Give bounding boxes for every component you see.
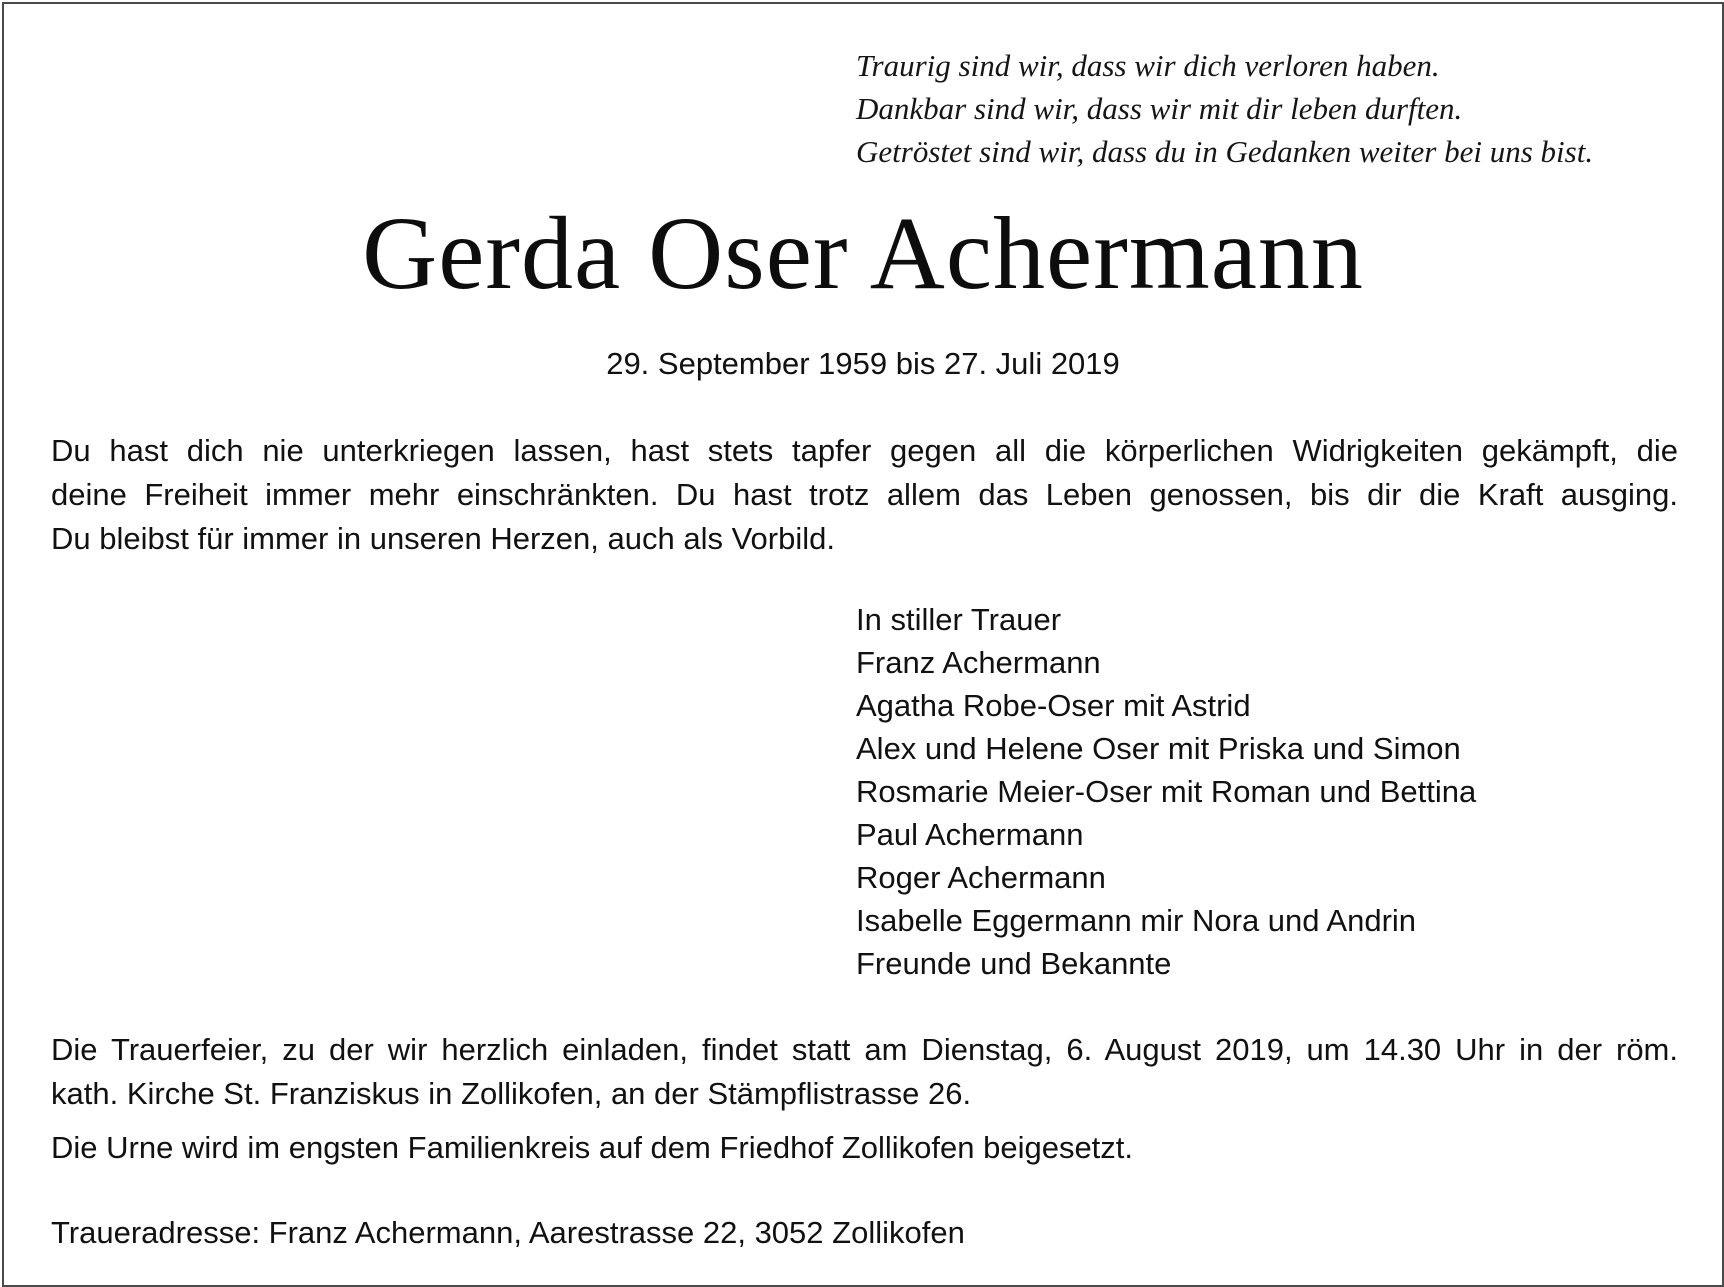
tribute-line: deine Freiheit immer mehr einschränkten. Du hast trotz allem das Leben genossen, bis dir die Kraft ausging. [51, 477, 1678, 512]
mourner-name: Rosmarie Meier-Oser mit Roman und Bettina [856, 774, 1477, 809]
mourner-name: Alex und Helene Oser mit Priska und Simon [856, 731, 1461, 766]
service-line: Die Trauerfeier, zu der wir herzlich einladen, findet statt am Dienstag, 6. August 2019, um 14.30 Uhr in der röm. [51, 1032, 1678, 1067]
obituary-notice [2, 2, 1724, 1287]
life-dates: 29. September 1959 bis 27. Juli 2019 [606, 346, 1120, 381]
verse-line: Dankbar sind wir, dass wir mit dir leben durften. [856, 91, 1463, 126]
mourner-name: Roger Achermann [856, 860, 1106, 895]
memorial-verse [856, 44, 1593, 173]
mourner-name: Paul Achermann [856, 817, 1084, 852]
mourner-name: Freunde und Bekannte [856, 946, 1172, 981]
service-line: kath. Kirche St. Franziskus in Zollikofen, an der Stämpflistrasse 26. [51, 1076, 972, 1111]
tribute-line: Du bleibst für immer in unseren Herzen, auch als Vorbild. [51, 521, 835, 556]
verse-line: Traurig sind wir, dass wir dich verloren haben. [856, 48, 1440, 83]
urn-burial-note: Die Urne wird im engsten Familienkreis auf dem Friedhof Zollikofen beigesetzt. [51, 1130, 1134, 1165]
mourner-name: Franz Achermann [856, 645, 1101, 680]
mourner-name: Agatha Robe-Oser mit Astrid [856, 688, 1251, 723]
verse-line: Getröstet sind wir, dass du in Gedanken weiter bei uns bist. [856, 134, 1594, 169]
tribute-line: Du hast dich nie unterkriegen lassen, hast stets tapfer gegen all die körperlichen Widrigkeiten gekämpft, die [51, 433, 1678, 468]
service-info [51, 1028, 1678, 1116]
tribute-paragraph [51, 429, 1678, 561]
mourner-name: Isabelle Eggermann mir Nora und Andrin [856, 903, 1417, 938]
mourners-list [856, 598, 1476, 985]
deceased-name: Gerda Oser Achermann [362, 196, 1364, 311]
mourning-address: Traueradresse: Franz Achermann, Aarestrasse 22, 3052 Zollikofen [51, 1215, 965, 1250]
mourners-heading: In stiller Trauer [856, 602, 1062, 637]
